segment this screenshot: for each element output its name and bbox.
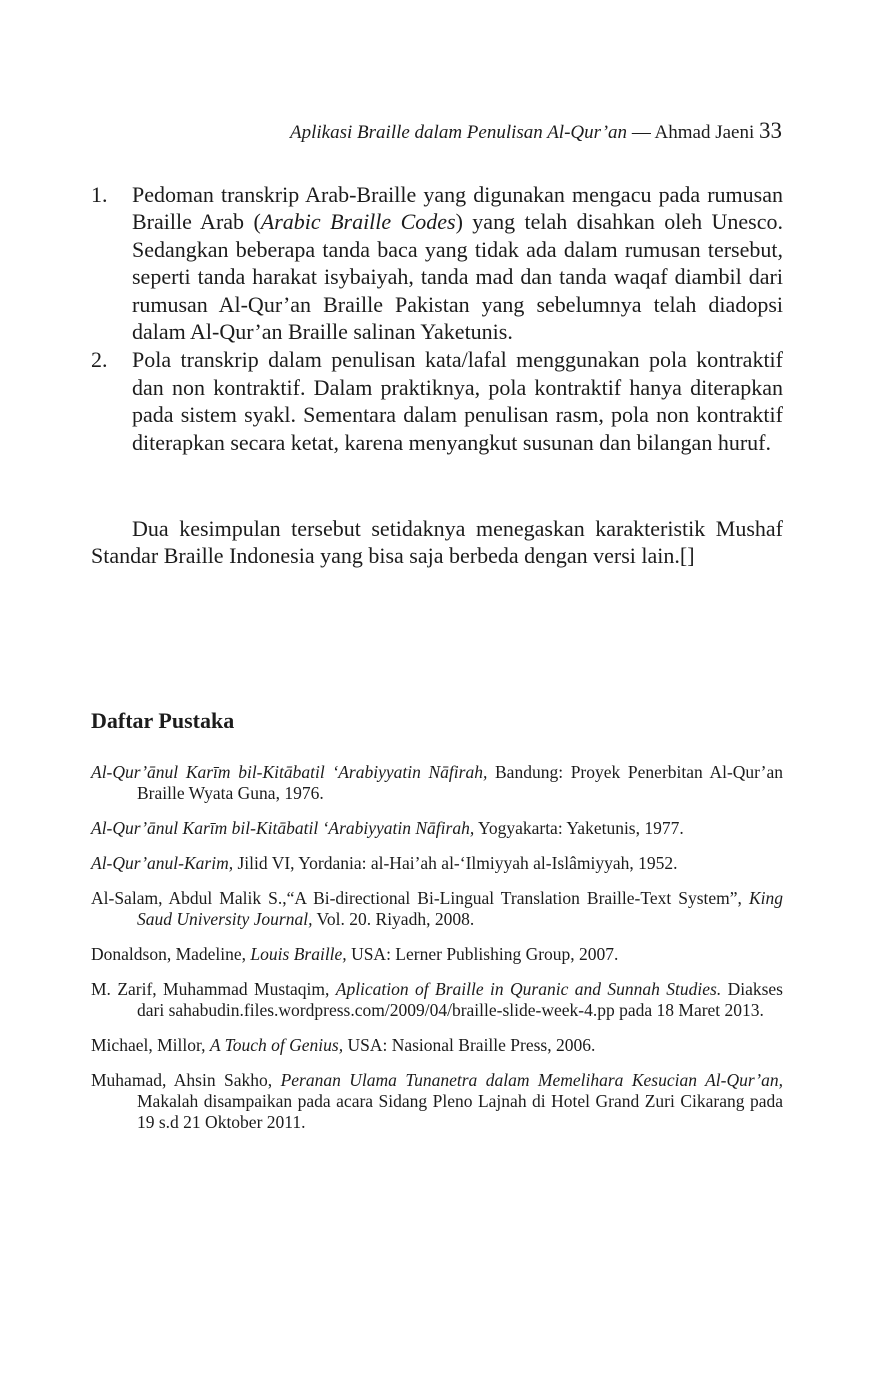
- reference-title: Al-Qur’ānul Karīm bil-Kitābatil ‘Arabiyyatin Nāfirah,: [91, 818, 475, 838]
- reference-author: Donaldson, Madeline,: [91, 944, 251, 964]
- reference-title: Al-Qur’anul-Karim,: [91, 853, 234, 873]
- reference-details: Diakses dari sahabudin.files.wordpress.com/2009/04/braille-slide-week-4.pp pada 18 Maret 2013.: [137, 979, 783, 1020]
- reference-entry: [91, 944, 783, 965]
- reference-author: Michael, Millor,: [91, 1035, 210, 1055]
- header-title: Aplikasi Braille dalam Penulisan Al-Qur’an: [290, 122, 628, 143]
- reference-entry: [91, 818, 783, 839]
- list-item: [91, 346, 783, 456]
- reference-author: Muhamad, Ahsin Sakho,: [91, 1070, 281, 1090]
- reference-entry: [91, 762, 783, 804]
- reference-details: Yogyakarta: Yaketunis, 1977.: [474, 818, 684, 838]
- reference-author: M. Zarif, Muhammad Mustaqim,: [91, 979, 336, 999]
- reference-title: King Saud University Journal,: [137, 888, 783, 929]
- list-text: Pedoman transkrip Arab-Braille yang digunakan mengacu pada rumusan Braille Arab (: [132, 182, 783, 235]
- header-dash: —: [627, 122, 655, 143]
- reference-details: USA: Nasional Braille Press, 2006.: [343, 1035, 596, 1055]
- conclusion-paragraph: Dua kesimpulan tersebut setidaknya menegaskan karakteristik Mushaf Standar Braille Indonesia yang bisa saja berbeda dengan versi lain.[]: [91, 516, 783, 569]
- list-number: 2.: [91, 347, 108, 373]
- reference-details: Makalah disampaikan pada acara Sidang Pleno Lajnah di Hotel Grand Zuri Cikarang pada 19 s.d 21 Oktober 2011.: [137, 1091, 783, 1132]
- list-text-italic: Arabic Braille Codes: [260, 209, 456, 235]
- page-number: 33: [759, 118, 782, 143]
- list-item: [91, 181, 783, 345]
- reference-entry: [91, 853, 783, 874]
- list-text: ) yang telah disahkan oleh Unesco. Sedangkan beberapa tanda baca yang tidak ada dalam rumusan tersebut, seperti tanda harakat isybaiyah, tanda mad dan tanda waqaf diambil dari rumusan Al-Qur’an Braille Pakistan yang sebelumnya telah diadopsi dalam Al-Qur’an Braille salinan Yaketunis.: [132, 209, 784, 345]
- list-number: 1.: [91, 182, 108, 207]
- list-text: Pola transkrip dalam penulisan kata/lafal menggunakan pola kontraktif dan non kontraktif. Dalam praktiknya, pola kontraktif hanya diterapkan pada sistem syakl. Sementara dalam penulisan rasm, pola non kontraktif diterapkan secara ketat, karena menyangkut susunan dan bilangan huruf.: [132, 347, 783, 455]
- reference-title: Peranan Ulama Tunanetra dalam Memelihara Kesucian Al-Qur’an,: [280, 1070, 783, 1090]
- conclusion-list: [91, 181, 783, 456]
- reference-details: Bandung: Proyek Penerbitan Al-Qur’an Braille Wyata Guna, 1976.: [137, 762, 783, 803]
- reference-title: Aplication of Braille in Quranic and Sunnah Studies.: [335, 979, 722, 999]
- references-list: [91, 762, 783, 1147]
- reference-details: USA: Lerner Publishing Group, 2007.: [346, 944, 619, 964]
- header-author: Ahmad Jaeni: [654, 122, 759, 143]
- references-heading: Daftar Pustaka: [91, 708, 235, 733]
- reference-entry: [91, 1070, 783, 1133]
- reference-title: Louis Braille,: [250, 944, 347, 964]
- reference-details: Vol. 20. Riyadh, 2008.: [312, 909, 475, 929]
- reference-entry: [91, 979, 783, 1021]
- reference-entry: [91, 1035, 783, 1056]
- reference-author: Al-Salam, Abdul Malik S.,“A Bi-directional Bi-Lingual Translation Braille-Text System”,: [91, 888, 749, 908]
- reference-title: A Touch of Genius,: [209, 1035, 344, 1055]
- reference-title: Al-Qur’ānul Karīm bil-Kitābatil ‘Arabiyyatin Nāfirah,: [91, 762, 488, 782]
- reference-entry: [91, 888, 783, 930]
- running-header: [290, 118, 782, 144]
- reference-details: Jilid VI, Yordania: al-Hai’ah al-‘Ilmiyyah al-Islâmiyyah, 1952.: [233, 853, 678, 873]
